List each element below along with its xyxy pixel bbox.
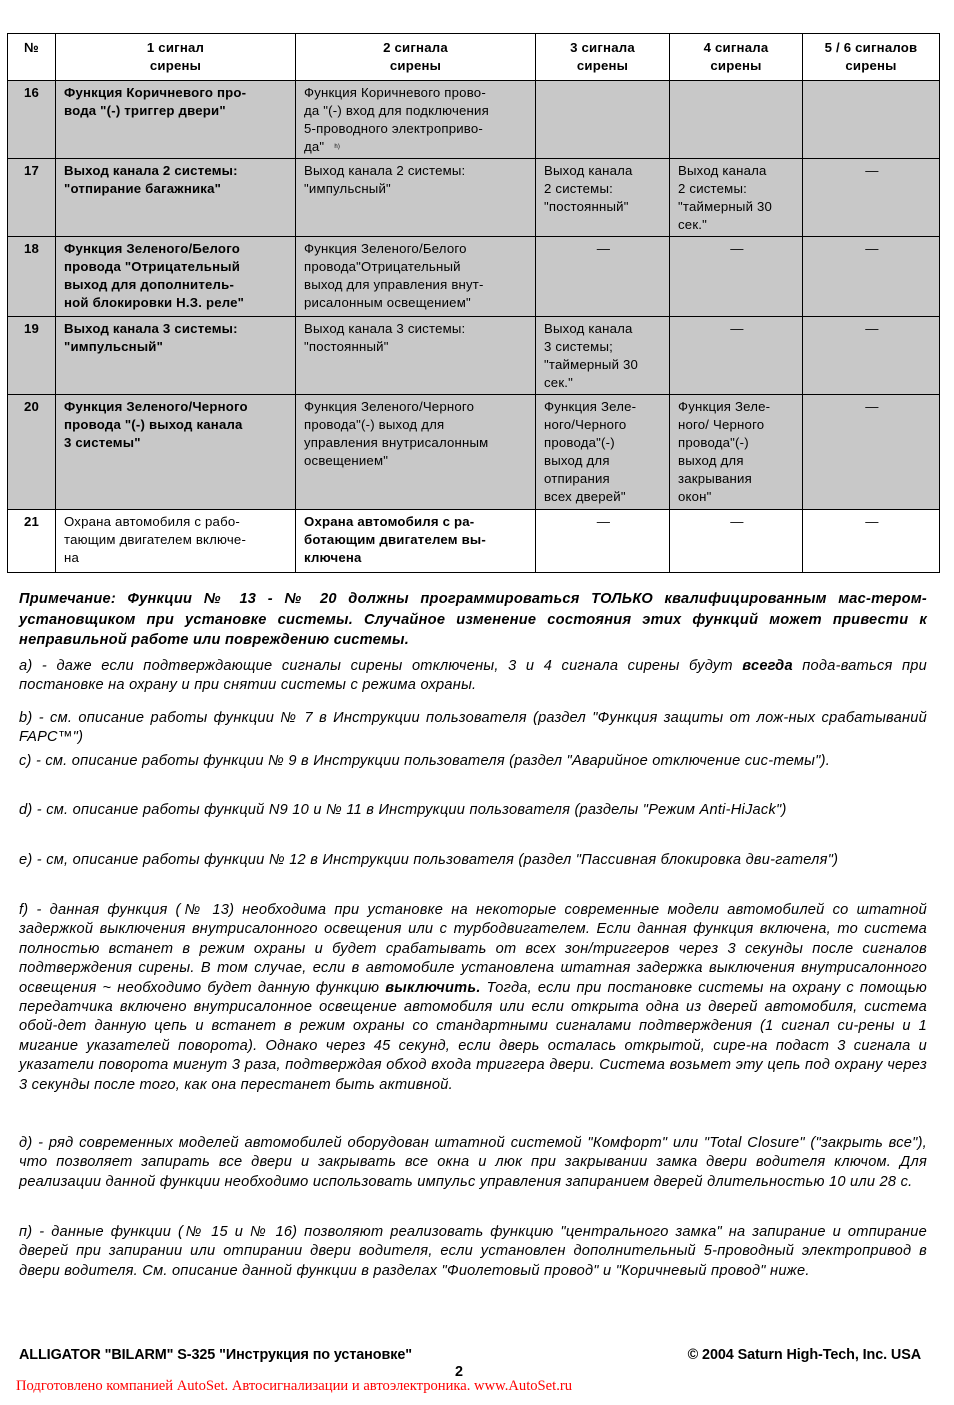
row-number: 19 xyxy=(8,317,56,395)
cell-1-signal: Выход канала 3 системы: "импульсный" xyxy=(56,317,296,395)
cell-2-signals xyxy=(296,81,536,159)
table-row xyxy=(8,237,940,317)
footnote-ref: h) xyxy=(334,144,341,150)
table-header-row xyxy=(8,34,940,81)
cell-5-6-signals: — xyxy=(803,159,940,237)
emphasis-always: всегда xyxy=(742,658,793,674)
warning-note-text: Примечание: Функции № 13 - № 20 должны программироваться ТОЛЬКО квалифицированным мас-теpом-установщиком при установке системы. Случайное изменение состояния этих функций может привести к неправильной работе или повреждению системы. xyxy=(19,591,927,648)
cell-text: Функция Коричневого прово- да "(-) вход для подключения 5-проводного электроприво- да" xyxy=(304,85,489,154)
cell-3-signals: — xyxy=(536,237,670,317)
emphasis-disable: выключить. xyxy=(385,979,481,996)
cell-5-6-signals xyxy=(803,81,940,159)
header-4-signals: 4 сигнала сирены xyxy=(670,34,803,81)
footnote-e-text: е) - см, описание работы функции № 12 в Инструкции пользователя (раздел "Пассивная блокировка дви-гателя") xyxy=(19,852,839,868)
header-num: № xyxy=(8,34,56,81)
footer-copyright: © 2004 Saturn High-Tech, Inc. USA xyxy=(687,1347,921,1363)
footnote-g xyxy=(19,1134,927,1192)
row-number: 18 xyxy=(8,237,56,317)
header-2-signals: 2 сигнала сирены xyxy=(296,34,536,81)
cell-1-signal: Функция Зеленого/Белого провода "Отрицательный выход для дополнитель- ной блокировки Н.З. реле" xyxy=(56,237,296,317)
footnote-e xyxy=(19,851,927,870)
row-number: 17 xyxy=(8,159,56,237)
cell-1-signal: Функция Зеленого/Черного провода "(-) выход канала 3 системы" xyxy=(56,395,296,510)
row-number: 21 xyxy=(8,510,56,573)
warning-note xyxy=(19,589,927,651)
row-number: 20 xyxy=(8,395,56,510)
cell-2-signals: Функция Зеленого/Белого провода"Отрицательный выход для управления внут- рисалонным освещением" xyxy=(296,237,536,317)
cell-5-6-signals: — xyxy=(803,395,940,510)
footnote-n xyxy=(19,1223,927,1281)
cell-4-signals: — xyxy=(670,237,803,317)
table-row xyxy=(8,317,940,395)
cell-3-signals: — xyxy=(536,510,670,573)
cell-3-signals: Выход канала 3 системы; "таймерный 30 сек." xyxy=(536,317,670,395)
cell-2-signals: Функция Зеленого/Черного провода"(-) выход для управления внутрисалонным освещением" xyxy=(296,395,536,510)
cell-3-signals: Выход канала 2 системы: "постоянный" xyxy=(536,159,670,237)
footnote-d-text: d) - см. описание работы функций N9 10 и № 11 в Инструкции пользователя (разделы "Режим Anti-HiJack") xyxy=(19,802,787,818)
cell-1-signal: Функция Коричневого про- вода "(-) триггер двери" xyxy=(56,81,296,159)
footnote-a-text: а) - даже если подтверждающие сигналы сирены отключены, 3 и 4 сигнала сирены будут всегда пода-ваться при постановке на охрану и при снятии системы с режима охраны. xyxy=(19,658,927,694)
cell-4-signals: — xyxy=(670,510,803,573)
header-5-6-signals: 5 / 6 сигналов сирены xyxy=(803,34,940,81)
cell-5-6-signals: — xyxy=(803,237,940,317)
footnote-g-text: д) - ряд современных моделей автомобилей оборудован штатной системой "Комфорт" или "Total Closure" ("закрыть все"), что позволяет запирать все двери и закрывать все окна и люк при закрывании замка двери водителя ключом. Для реализации данной функции необходимо использовать импульс управления запиранием дверей длительностью 10 или 28 с. xyxy=(19,1135,927,1190)
footnote-c xyxy=(19,752,927,771)
header-1-signal: 1 сигнал сирены xyxy=(56,34,296,81)
footnote-a xyxy=(19,657,927,696)
cell-4-signals: — xyxy=(670,317,803,395)
table-row xyxy=(8,510,940,573)
table-row xyxy=(8,159,940,237)
footnote-f xyxy=(19,901,927,1095)
cell-2-signals: Выход канала 2 системы: "импульсный" xyxy=(296,159,536,237)
table-row xyxy=(8,395,940,510)
cell-4-signals: Выход канала 2 системы: "таймерный 30 сек." xyxy=(670,159,803,237)
credit-line: Подготовлено компанией AutoSet. Автосигнализации и автоэлектроника. www.AutoSet.ru xyxy=(16,1378,573,1394)
cell-4-signals: Функция Зеле- ного/ Черного провода"(-) выход для закрывания окон" xyxy=(670,395,803,510)
cell-2-signals: Выход канала 3 системы: "постоянный" xyxy=(296,317,536,395)
footer-document-title: ALLIGATOR "BILARM" S-325 "Инструкция по установке" xyxy=(19,1347,412,1363)
header-3-signals: 3 сигнала сирены xyxy=(536,34,670,81)
cell-3-signals: Функция Зеле- ного/Черного провода"(-) выход для отпирания всех дверей" xyxy=(536,395,670,510)
footnote-c-text: c) - см. описание работы функции № 9 в Инструкции пользователя (раздел "Аварийное отключение сис-темы"). xyxy=(19,753,831,769)
page-number: 2 xyxy=(455,1364,464,1380)
cell-1-signal: Выход канала 2 системы: "отпирание багажника" xyxy=(56,159,296,237)
cell-5-6-signals: — xyxy=(803,510,940,573)
cell-2-signals: Охрана автомобиля с ра- ботающим двигателем вы- ключена xyxy=(296,510,536,573)
table-row xyxy=(8,81,940,159)
row-number: 16 xyxy=(8,81,56,159)
footnote-d xyxy=(19,801,927,820)
cell-4-signals xyxy=(670,81,803,159)
footnote-n-text: п) - данные функции (№ 15 и № 16) позволяют реализовать функцию "центрального замка" на запирание и отпирание дверей при запирании или отпирании двери водителя, если установлен дополнительный 5-проводный электропривод в двери водителя. См. описание данной функции в разделах "Фиолетовый провод" и "Коричневый провод" ниже. xyxy=(19,1224,927,1279)
cell-5-6-signals: — xyxy=(803,317,940,395)
footnote-f-text: f) - данная функция (№ 13) необходима при установке на некоторые современные модели автомобилей со штатной задержкой выключения внутрисалонного освещения или с турбодвигателем. Если данная функция включена, то система полностью встанет в режим охраны и будет срабатывать от всех зон/триггеров через 3 секунды после сигналов подтверждения сирены. В том случае, если в автомобиле установлена штатная задержка выключения внутрисалонного освещения ~ необходимо будет данную функцию выключить. Тогда, если при постановке системы на охрану с помощью передатчика включено внутрисалонное освещение автомобиля или если открыта одна из дверей автомобиля, система обой-дет данную цепь и встанет в режим охраны со стандартными сигналами подтверждения (1 сигнал си-рены и 1 мигание указателей поворота). Однако через 45 секунд, если дверь осталась открытой, сире-на подаст 3 сигнала и указатели поворота мигнут 3 раза, подтверждая обход входа триггера двери. Система возьмет эту цепь под охрану через 3 секунды после того, как она перестанет быть активной. xyxy=(19,902,927,1093)
footnote-b xyxy=(19,709,927,748)
footnote-b-text: b) - см. описание работы функции № 7 в Инструкции пользователя (раздел "Функция защиты от лож-ных срабатываний FAPC™") xyxy=(19,710,927,746)
function-table xyxy=(7,33,940,573)
cell-3-signals xyxy=(536,81,670,159)
cell-1-signal: Охрана автомобиля с рабо- тающим двигателем включе- на xyxy=(56,510,296,573)
